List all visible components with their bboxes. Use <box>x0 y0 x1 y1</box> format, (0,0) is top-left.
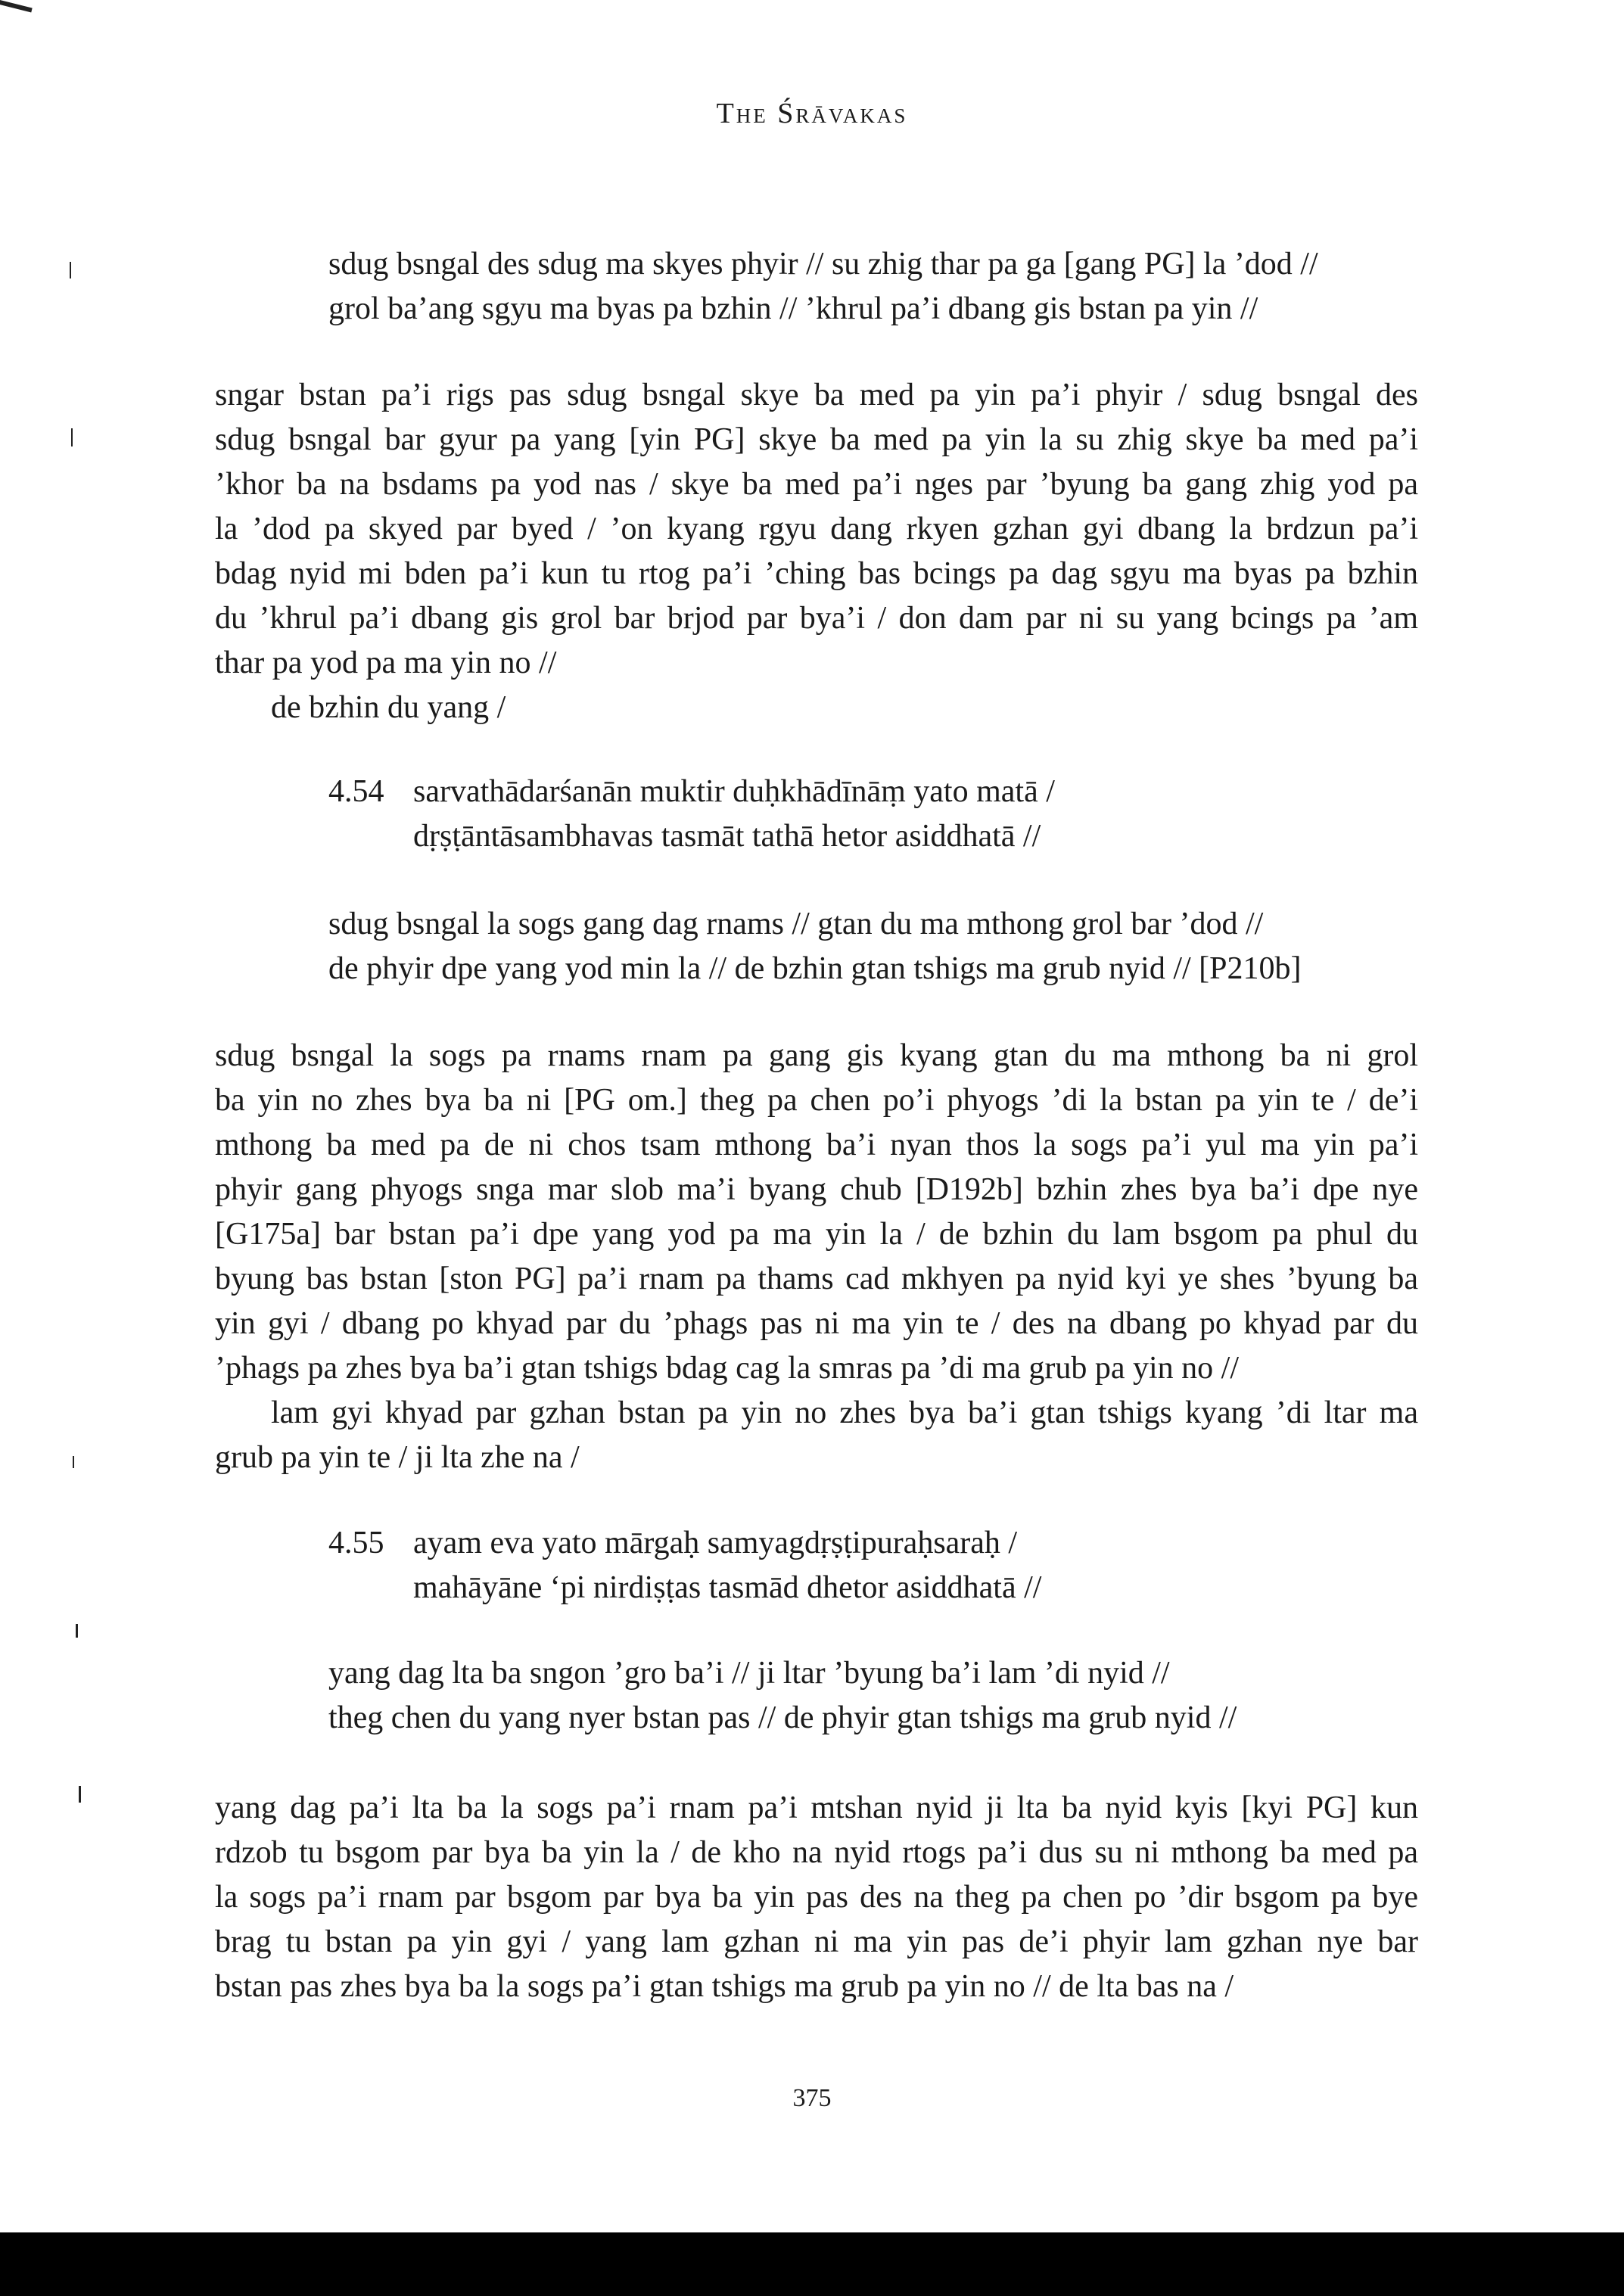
scan-tick-mark <box>71 428 73 446</box>
sanskrit-line: sarvathādarśanān muktir duḥkhādīnāṃ yato matā / <box>413 774 1055 809</box>
text-line: phyir gang phyogs snga mar slob ma’i byang chub [D192b] bzhin zhes bya ba’i dpe nye <box>215 1172 1418 1207</box>
text-line: yang dag pa’i lta ba la sogs pa’i rnam pa’i mtshan nyid ji lta ba nyid kyis [kyi PG] kun <box>215 1790 1418 1825</box>
text-line: du ’khrul pa’i dbang gis grol bar brjod par bya’i / don dam par ni su yang bcings pa ’am <box>215 601 1418 636</box>
text-line: grub pa yin te / ji lta zhe na / <box>215 1440 580 1475</box>
text-line: ’phags pa zhes bya ba’i gtan tshigs bdag cag la smras pa ’di ma grub pa yin no // <box>215 1351 1239 1386</box>
verse-block-1 <box>328 242 1318 331</box>
text-line: lam gyi khyad par gzhan bstan pa yin no zhes bya ba’i gtan tshigs kyang ’di ltar ma <box>271 1395 1418 1430</box>
scan-bottom-border <box>0 2232 1624 2296</box>
text-line: bstan pas zhes bya ba la sogs pa’i gtan tshigs ma grub pa yin no // de lta bas na / <box>215 1969 1234 2004</box>
sanskrit-line: mahāyāne ‘pi nirdiṣṭas tasmād dhetor asiddhatā // <box>413 1570 1042 1605</box>
scan-tick-mark <box>70 262 71 278</box>
text-line: yin gyi / dbang po khyad par du ’phags pas ni ma yin te / des na dbang po khyad par du <box>215 1306 1418 1341</box>
text-line: rdzob tu bsgom par bya ba yin la / de kho na nyid rtogs pa’i dus su ni mthong ba med pa <box>215 1835 1418 1870</box>
scan-tick-mark <box>76 1624 78 1638</box>
verse-number: 4.55 <box>328 1526 384 1560</box>
paragraph-2 <box>215 1034 1418 1480</box>
paragraph-1 <box>215 373 1418 730</box>
scan-tick-mark <box>73 1456 74 1468</box>
verse-block-2 <box>328 902 1302 991</box>
text-line: la ’dod pa skyed par byed / ’on kyang rgyu dang rkyen gzhan gyi dbang la brdzun pa’i <box>215 512 1418 546</box>
text-line: mthong ba med pa de ni chos tsam mthong ba’i nyan thos la sogs pa’i yul ma yin pa’i <box>215 1128 1418 1162</box>
text-line: ba yin no zhes bya ba ni [PG om.] theg pa chen po’i phyogs ’di la bstan pa yin te / de’i <box>215 1083 1418 1118</box>
text-line: thar pa yod pa ma yin no // <box>215 646 557 680</box>
text-line: de bzhin du yang / <box>271 690 506 725</box>
sanskrit-verse-4-54 <box>328 770 1055 859</box>
verse-line: yang dag lta ba sngon ’gro ba’i // ji ltar ’byung ba’i lam ’di nyid // <box>328 1656 1170 1691</box>
verse-line: sdug bsngal des sdug ma skyes phyir // su zhig thar pa ga [gang PG] la ’dod // <box>328 247 1318 282</box>
text-line: byung bas bstan [ston PG] pa’i rnam pa thams cad mkhyen pa nyid kyi ye shes ’byung ba <box>215 1262 1418 1296</box>
text-line: la sogs pa’i rnam par bsgom par bya ba yin pas des na theg pa chen po ’dir bsgom pa bye <box>215 1880 1418 1915</box>
text-line: sdug bsngal la sogs pa rnams rnam pa gang gis kyang gtan du ma mthong ba ni grol <box>215 1038 1418 1073</box>
scan-tick-mark <box>79 1786 81 1803</box>
running-head: The Śrāvakas <box>716 98 908 129</box>
verse-line: theg chen du yang nyer bstan pas // de phyir gtan tshigs ma grub nyid // <box>328 1700 1237 1735</box>
text-line: ’khor ba na bsdams pa yod nas / skye ba med pa’i nges par ’byung ba gang zhig yod pa <box>215 467 1418 502</box>
text-line: sngar bstan pa’i rigs pas sdug bsngal skye ba med pa yin pa’i phyir / sdug bsngal des <box>215 378 1418 412</box>
sanskrit-verse-4-55 <box>328 1521 1041 1610</box>
text-line: [G175a] bar bstan pa’i dpe yang yod pa ma yin la / de bzhin du lam bsgom pa phul du <box>215 1217 1418 1252</box>
scan-artifact-corner <box>0 0 33 12</box>
sanskrit-line: ayam eva yato mārgaḥ samyagdṛṣṭipuraḥsaraḥ / <box>413 1526 1018 1560</box>
sanskrit-line: dṛṣṭāntāsambhavas tasmāt tathā hetor asiddhatā // <box>413 819 1041 854</box>
verse-line: de phyir dpe yang yod min la // de bzhin gtan tshigs ma grub nyid // [P210b] <box>328 951 1302 986</box>
text-line: bdag nyid mi bden pa’i kun tu rtog pa’i ’ching bas bcings pa dag sgyu ma byas pa bzhin <box>215 556 1418 591</box>
verse-line: grol ba’ang sgyu ma byas pa bzhin // ’khrul pa’i dbang gis bstan pa yin // <box>328 291 1258 326</box>
verse-line: sdug bsngal la sogs gang dag rnams // gtan du ma mthong grol bar ’dod // <box>328 907 1264 941</box>
verse-number: 4.54 <box>328 774 384 809</box>
page-number: 375 <box>792 2084 832 2112</box>
paragraph-4 <box>215 1786 1418 2009</box>
text-line: brag tu bstan pa yin gyi / yang lam gzhan ni ma yin pas de’i phyir lam gzhan nye bar <box>215 1924 1418 1959</box>
text-line: sdug bsngal bar gyur pa yang [yin PG] skye ba med pa yin la su zhig skye ba med pa’i <box>215 422 1418 457</box>
verse-block-3 <box>328 1651 1237 1741</box>
